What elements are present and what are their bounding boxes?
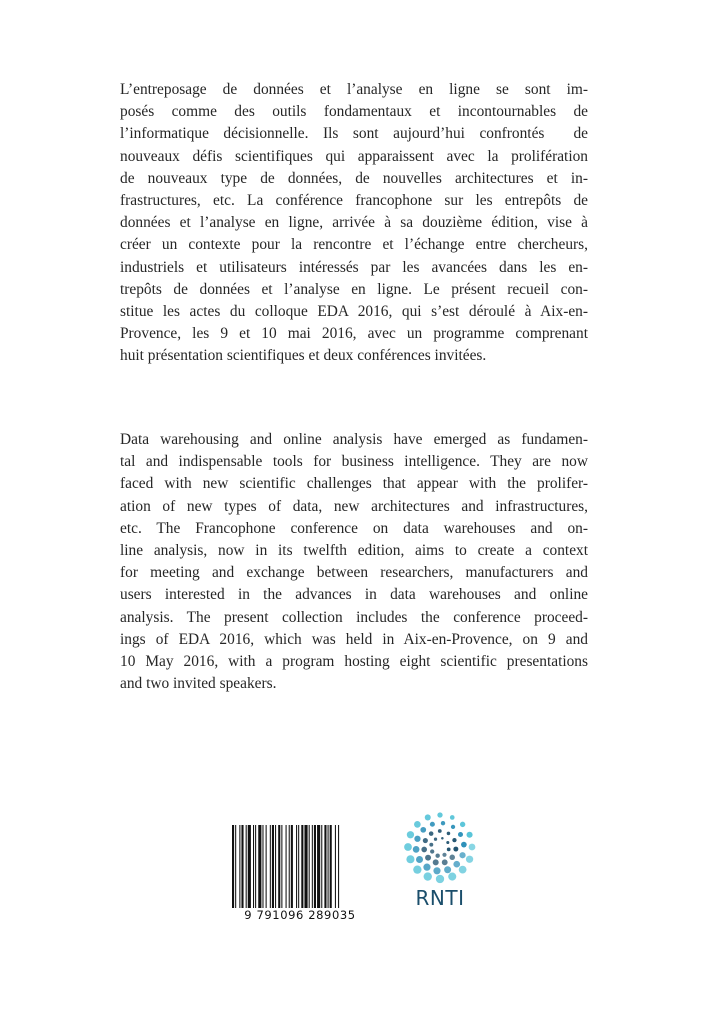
- text-line: stitue les actes du colloque EDA 2016, qui s’est déroulé à Aix-en-: [120, 303, 588, 321]
- barcode-digits: 9 791096 289035: [230, 908, 370, 922]
- barcode-bar: [246, 825, 247, 911]
- logo-dot: [416, 856, 423, 863]
- barcode-bar: [309, 825, 310, 911]
- logo-dot: [447, 832, 451, 836]
- logo-dot: [429, 831, 434, 836]
- text-line: de nouveaux type de données, de nouvelles architectures et in-: [120, 169, 588, 187]
- barcode-bar: [286, 825, 287, 911]
- text-line: trepôts de données et l’analyse en ligne. Le présent recueil con-: [120, 280, 588, 298]
- text-line: 10 May 2016, with a program hosting eight scientific presentations: [120, 653, 588, 671]
- text-line: line analysis, now in its twelfth edition, aims to create a context: [120, 542, 588, 560]
- text-line: and two invited speakers.: [120, 675, 277, 693]
- rnti-logo: [395, 810, 485, 930]
- logo-dot: [433, 867, 440, 874]
- logo-dot: [453, 861, 460, 868]
- logo-dot: [442, 853, 446, 857]
- text-line: ings of EDA 2016, which was held in Aix-en-Provence, on 9 and: [120, 630, 588, 648]
- barcode-bar: [301, 825, 303, 911]
- text-line: posés comme des outils fondamentaux et incontournables de: [120, 103, 588, 121]
- barcode-bar: [281, 825, 282, 911]
- text-line: for meeting and exchange between researchers, manufacturers and: [120, 564, 588, 582]
- logo-dot: [461, 842, 467, 848]
- barcode-bar: [291, 825, 293, 911]
- logo-dot: [442, 859, 448, 865]
- logo-dot: [438, 829, 442, 833]
- logo-dot: [459, 866, 467, 874]
- logo-dot: [458, 832, 463, 837]
- text-line: données et l’analyse en ligne, arrivée à sa douzième édition, vise à: [120, 214, 588, 232]
- logo-dot: [420, 827, 426, 833]
- logo-dot: [423, 864, 430, 871]
- barcode-bar: [278, 825, 280, 911]
- logo-dot: [404, 843, 412, 851]
- barcode-bar: [312, 825, 313, 911]
- text-line: faced with new scientific challenges that appear with the prolifer-: [120, 475, 588, 493]
- text-line: tal and indispensable tools for business intelligence. They are now: [120, 453, 588, 471]
- barcode-bar: [262, 825, 263, 911]
- logo-dot: [434, 838, 437, 841]
- text-line: industriels et utilisateurs intéressés par les avancées dans les en-: [120, 258, 588, 276]
- logo-dot: [407, 831, 414, 838]
- text-line: l’informatique décisionnelle. Ils sont aujourd’hui confrontés de: [120, 125, 588, 143]
- logo-dot: [421, 847, 427, 853]
- logo-dot: [430, 822, 435, 827]
- french-abstract: [120, 79, 588, 368]
- text-line: etc. The Francophone conference on data warehouses and on-: [120, 519, 588, 537]
- barcode-bar: [296, 825, 297, 911]
- logo-dot: [414, 821, 421, 828]
- text-line: huit présentation scientifiques et deux conférences invitées.: [120, 347, 487, 365]
- barcode-bar: [266, 825, 267, 911]
- logo-dot: [447, 847, 451, 851]
- barcode-bar: [258, 825, 261, 911]
- barcode-bar: [298, 825, 299, 911]
- logo-dot: [441, 837, 444, 840]
- logo-dot: [459, 852, 465, 858]
- logo-dot: [435, 853, 439, 857]
- text-line: frastructures, etc. La conférence francophone sur les entrepôts de: [120, 192, 588, 210]
- logo-dot: [466, 856, 473, 863]
- logo-dot: [437, 812, 442, 817]
- logo-dot: [413, 865, 421, 873]
- logo-dot: [430, 849, 434, 853]
- text-line: créer un contexte pour la rencontre et l’échange entre chercheurs,: [120, 236, 588, 254]
- text-line: Provence, les 9 et 10 mai 2016, avec un programme comprenant: [120, 325, 588, 343]
- barcode-bar: [314, 825, 316, 911]
- logo-dot: [425, 855, 431, 861]
- text-line: L’entreposage de données et l’analyse en ligne se sont im-: [120, 81, 588, 98]
- logo-dot: [446, 841, 449, 844]
- logo-dot: [425, 814, 431, 820]
- logo-dot: [414, 836, 420, 842]
- logo-dot: [467, 832, 473, 838]
- english-abstract: [120, 429, 588, 695]
- text-line: Data warehousing and online analysis have emerged as fundamen-: [120, 431, 588, 448]
- rnti-dot-ring-icon: [395, 810, 485, 884]
- logo-dot: [441, 821, 445, 825]
- rnti-logo-text: RNTI: [415, 886, 465, 910]
- barcode-bar: [239, 825, 240, 911]
- barcode-bar: [324, 825, 326, 911]
- barcode-bar: [270, 825, 271, 911]
- barcode-bar: [330, 825, 332, 911]
- barcode-bars: [230, 825, 370, 913]
- logo-dot: [452, 838, 456, 842]
- barcode-bar: [235, 825, 236, 911]
- logo-dot: [448, 873, 456, 881]
- barcode-bar: [335, 825, 336, 911]
- barcode-bar: [328, 825, 329, 911]
- logo-dot: [460, 822, 465, 827]
- isbn-barcode: [230, 825, 370, 930]
- logo-dot: [444, 866, 451, 873]
- barcode-bar: [255, 825, 256, 911]
- barcode-bar: [275, 825, 276, 911]
- text-line: users interested in the advances in data warehouses and online: [120, 586, 588, 604]
- logo-dot: [413, 846, 420, 853]
- logo-dot: [453, 847, 458, 852]
- text-line: ation of new types of data, new architectures and infrastructures,: [120, 497, 588, 515]
- logo-dot: [433, 859, 439, 865]
- logo-dot: [451, 825, 455, 829]
- logo-dot: [423, 838, 428, 843]
- text-line: nouveaux défis scientifiques qui apparaissent avec la prolifération: [120, 147, 588, 165]
- logo-dot: [450, 815, 455, 820]
- barcode-bar: [304, 825, 307, 911]
- barcode-bar: [321, 825, 322, 911]
- barcode-bar: [317, 825, 320, 911]
- logo-dot: [406, 855, 414, 863]
- barcode-bar: [241, 825, 243, 911]
- barcode-bar: [289, 825, 290, 911]
- logo-dot: [469, 844, 476, 851]
- logo-dot: [449, 855, 455, 861]
- text-line: analysis. The present collection includes the conference proceed-: [120, 608, 588, 626]
- barcode-bar: [253, 825, 254, 911]
- barcode-bar: [248, 825, 251, 911]
- logo-dot: [429, 843, 433, 847]
- logo-dot: [424, 872, 432, 880]
- logo-dot: [436, 875, 444, 883]
- barcode-bar: [272, 825, 274, 911]
- barcode-bar: [338, 825, 339, 911]
- barcode-bar: [232, 825, 234, 911]
